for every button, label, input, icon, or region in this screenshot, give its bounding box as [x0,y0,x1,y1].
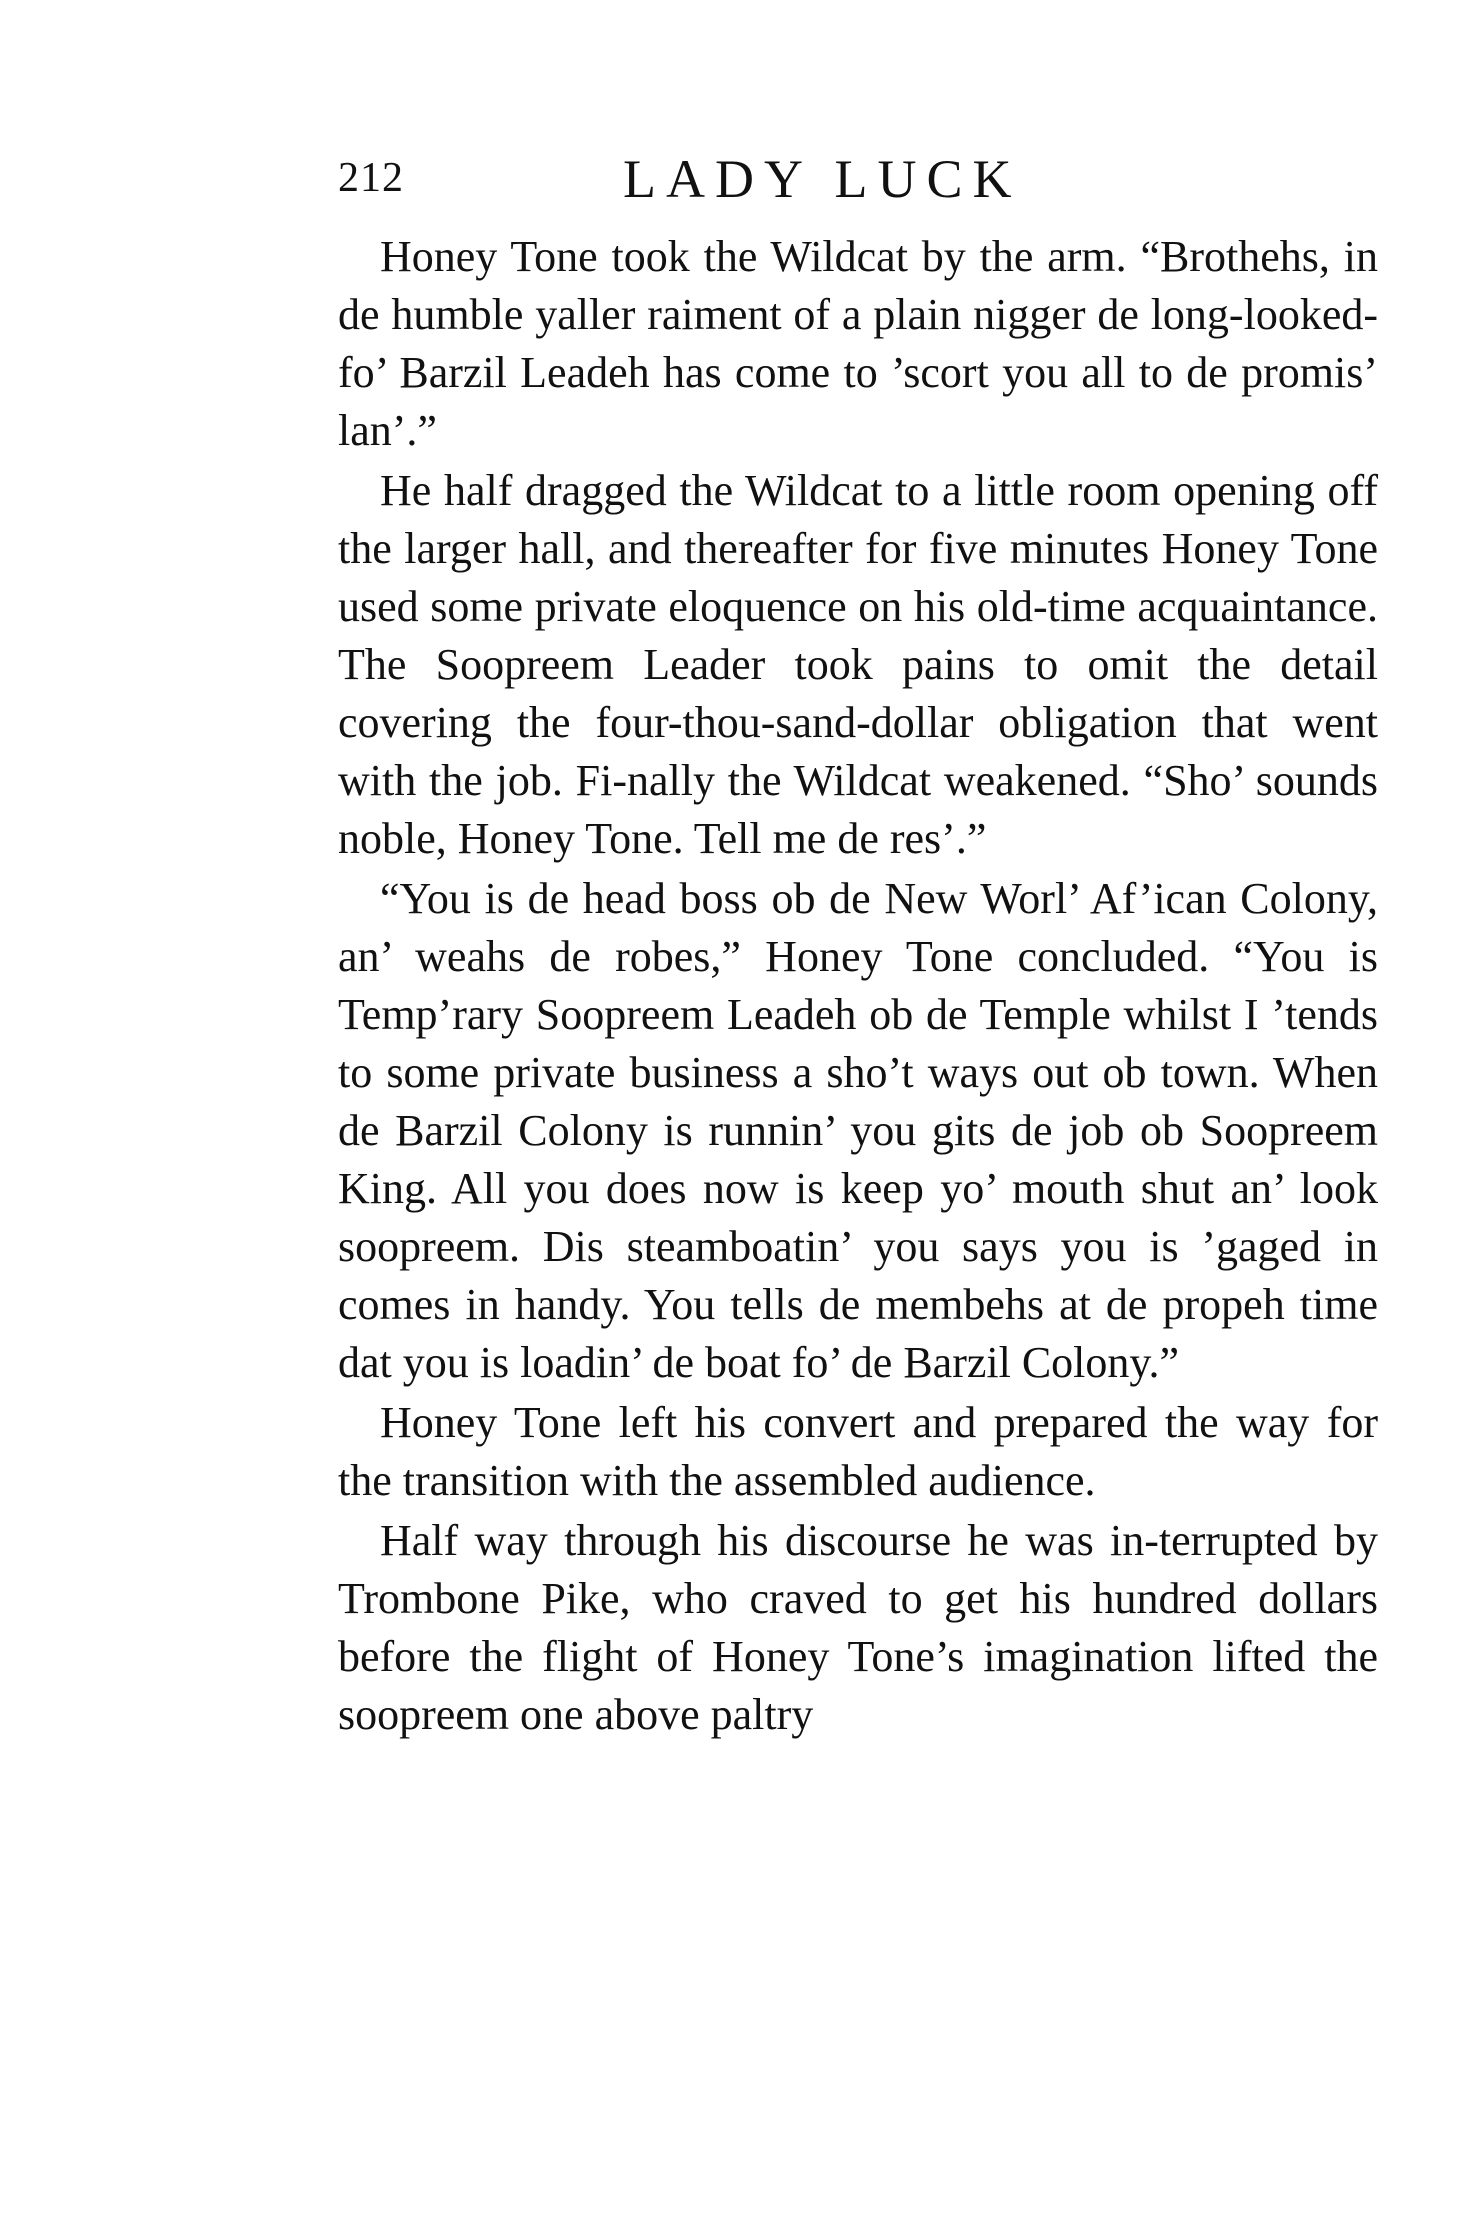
paragraph: “You is de head boss ob de New Worl’ Af’ican Colony, an’ weahs de robes,” Honey Tone concluded. “You is Temp’rary Soopreem Leadeh ob de Temple whilst I ’tends to some private business a sho’t ways out ob town. When de Barzil Colony is runnin’ you gits de job ob Soopreem King. All you does now is keep yo’ mouth shut an’ look soopreem. Dis steamboatin’ you says you is ’gaged in comes in handy. You tells de membehs at de propeh time dat you is loadin’ de boat fo’ de Barzil Colony.” [338,874,1378,1387]
paragraph: He half dragged the Wildcat to a little room opening off the larger hall, and thereafter for five minutes Honey Tone used some private eloquence on his old-time acquaintance. The Soopreem Leader took pains to omit the detail covering the four-thou-sand-dollar obligation that went with the job. Fi-nally the Wildcat weakened. “Sho’ sounds noble, Honey Tone. Tell me de res’.” [338,466,1378,863]
page-number: 212 [338,155,404,201]
running-title: LADY LUCK [623,149,1022,209]
paragraph: Half way through his discourse he was in-terrupted by Trombone Pike, who craved to get his hundred dollars before the flight of Honey Tone’s imagination lifted the soopreem one above paltry [338,1516,1378,1739]
page-header [338,148,1378,228]
body-text [338,228,1378,1744]
paragraph: Honey Tone took the Wildcat by the arm. “Brothehs, in de humble yaller raiment of a plain nigger de long-looked-fo’ Barzil Leadeh has come to ’scort you all to de promis’ lan’.” [338,232,1378,455]
paragraph: Honey Tone left his convert and prepared the way for the transition with the assembled audience. [338,1398,1378,1505]
